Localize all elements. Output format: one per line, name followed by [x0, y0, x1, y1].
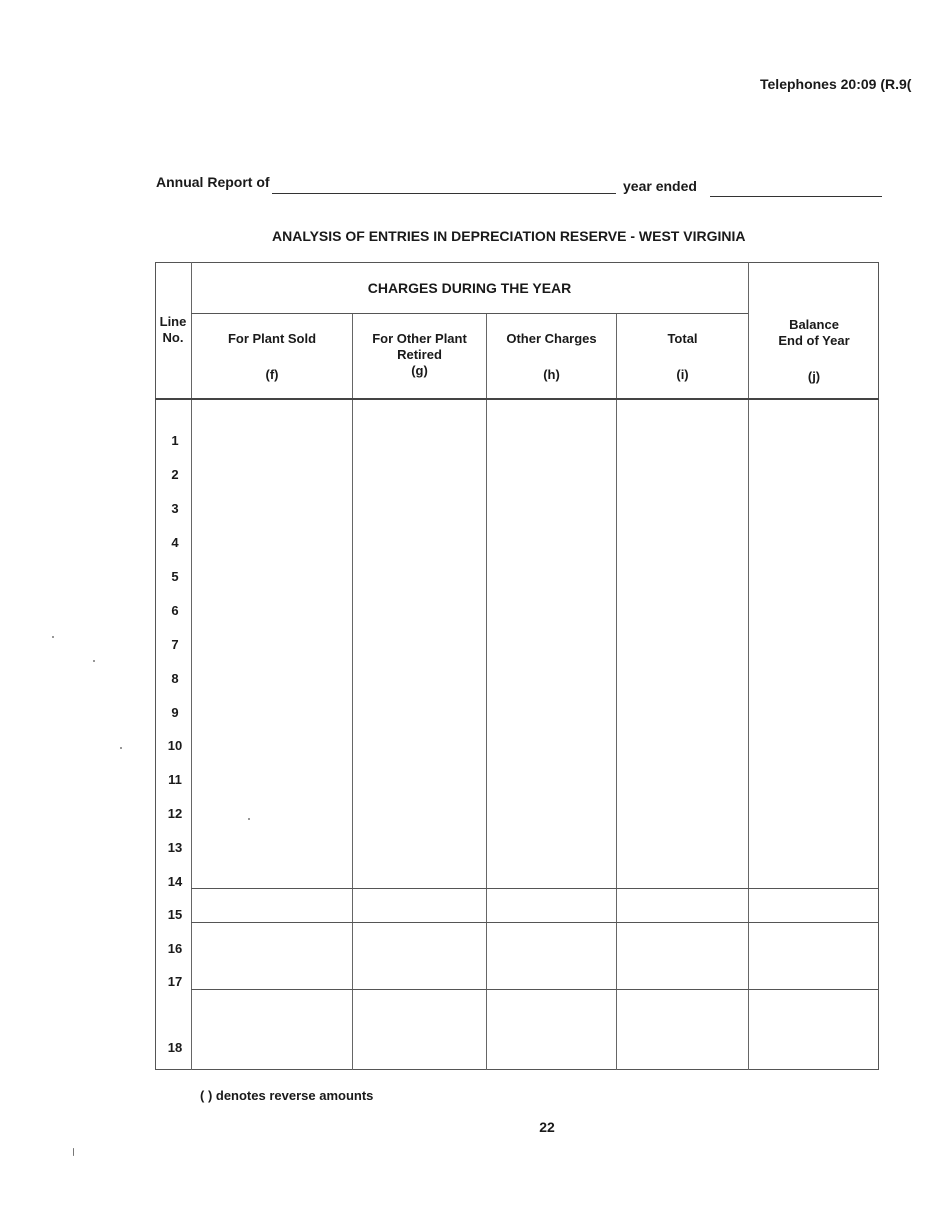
col-f-header	[192, 331, 352, 383]
col-g-code: (g)	[411, 363, 428, 378]
scan-speck	[73, 1148, 74, 1156]
col-g-header	[353, 331, 486, 379]
line-number: 13	[167, 840, 183, 855]
line-number: 17	[167, 974, 183, 989]
line-number: 2	[171, 467, 179, 482]
col-f-label: For Plant Sold	[227, 331, 317, 346]
col-i-header	[617, 331, 748, 383]
scan-speck	[52, 636, 54, 638]
company-name-field[interactable]	[272, 193, 616, 194]
col-h-code: (h)	[543, 367, 560, 382]
column-divider	[616, 314, 617, 1070]
col-g-label-2: Retired	[397, 347, 442, 362]
line-number: 12	[167, 806, 183, 821]
col-j-header	[749, 317, 879, 385]
col-f-code: (f)	[265, 367, 279, 382]
col-j-label-2: End of Year	[778, 333, 850, 348]
header-bottom-rule	[155, 398, 879, 400]
row-divider	[191, 922, 879, 923]
col-h-label: Other Charges	[506, 331, 597, 346]
line-number: 10	[167, 738, 183, 753]
line-number: 6	[171, 603, 179, 618]
col-j-label: Balance	[789, 317, 839, 332]
line-number: 3	[171, 501, 179, 516]
row-divider	[191, 888, 879, 889]
col-i-label: Total	[667, 331, 698, 346]
line-number: 1	[171, 433, 179, 448]
line-number: 16	[167, 941, 183, 956]
scan-speck	[120, 747, 122, 749]
line-number: 15	[167, 907, 183, 922]
col-g-label: For Other Plant	[372, 331, 467, 346]
line-number: 5	[171, 569, 179, 584]
col-i-code: (i)	[676, 367, 689, 382]
annual-report-label: Annual Report of	[156, 174, 270, 190]
row-divider	[191, 989, 879, 990]
line-no-header	[155, 314, 191, 346]
year-ended-label: year ended	[623, 178, 697, 194]
line-number: 4	[171, 535, 179, 550]
year-ended-field[interactable]	[710, 196, 882, 197]
scan-speck	[93, 660, 95, 662]
page-number: 22	[539, 1119, 555, 1135]
col-j-code: (j)	[807, 369, 821, 384]
line-header-text: Line	[159, 314, 187, 329]
line-number: 11	[168, 772, 182, 787]
group-header-divider	[191, 313, 748, 314]
line-no-divider	[191, 262, 192, 1070]
column-divider	[352, 314, 353, 1070]
line-number: 7	[171, 637, 179, 652]
form-code: Telephones 20:09 (R.9(	[760, 76, 912, 92]
line-number: 8	[171, 671, 179, 686]
charges-group-header: CHARGES DURING THE YEAR	[367, 280, 572, 296]
col-h-header	[487, 331, 616, 383]
form-title: ANALYSIS OF ENTRIES IN DEPRECIATION RESERVE - WEST VIRGINIA	[272, 228, 746, 244]
no-header-text: No.	[162, 330, 184, 345]
scan-speck	[248, 818, 250, 820]
line-number: 14	[167, 874, 183, 889]
column-divider	[486, 314, 487, 1070]
reverse-amounts-note: ( ) denotes reverse amounts	[200, 1088, 374, 1103]
line-number: 18	[167, 1040, 183, 1055]
line-number: 9	[171, 705, 179, 720]
